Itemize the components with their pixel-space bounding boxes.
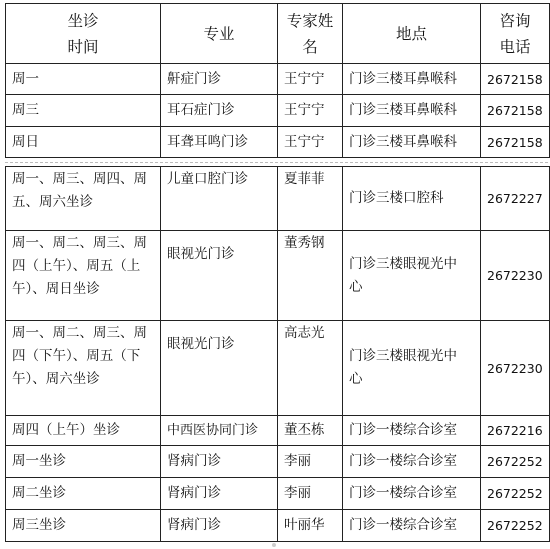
cell-specialty: 肾病门诊	[161, 478, 278, 510]
cell-doctor: 夏菲菲	[278, 167, 343, 231]
table-row	[6, 321, 550, 416]
cell-phone: 2672227	[481, 167, 550, 231]
cell-time: 周一	[6, 64, 161, 95]
cell-time: 周一坐诊	[6, 446, 161, 478]
cell-phone: 2672230	[481, 321, 550, 416]
cell-time: 周三坐诊	[6, 510, 161, 542]
table-row	[6, 478, 550, 510]
cell-phone: 2672158	[481, 64, 550, 95]
cell-specialty: 耳聋耳鸣门诊	[161, 127, 278, 158]
cell-time: 周一、周三、周四、周 五、周六坐诊	[6, 167, 161, 231]
cell-location: 门诊一楼综合诊室	[343, 510, 481, 542]
cell-location: 门诊三楼耳鼻喉科	[343, 64, 481, 95]
cell-location: 门诊三楼耳鼻喉科	[343, 127, 481, 158]
cell-location: 门诊一楼综合诊室	[343, 446, 481, 478]
header-doctor: 专家姓 名	[278, 4, 343, 64]
table-row	[6, 64, 550, 95]
cell-specialty: 儿童口腔门诊	[161, 167, 278, 231]
cell-doctor: 董丕栋	[278, 416, 343, 446]
cell-phone: 2672216	[481, 416, 550, 446]
cell-specialty: 眼视光门诊	[161, 231, 278, 321]
cell-doctor: 王宁宁	[278, 127, 343, 158]
table-row	[6, 95, 550, 127]
cell-location: 门诊三楼耳鼻喉科	[343, 95, 481, 127]
page-marker-dot	[272, 543, 276, 547]
cell-phone: 2672252	[481, 510, 550, 542]
cell-specialty: 肾病门诊	[161, 446, 278, 478]
cell-doctor: 董秀钢	[278, 231, 343, 321]
cell-phone: 2672252	[481, 478, 550, 510]
cell-specialty: 耳石症门诊	[161, 95, 278, 127]
table-row	[6, 231, 550, 321]
cell-doctor: 高志光	[278, 321, 343, 416]
schedule-table-ent	[5, 3, 550, 158]
cell-time: 周一、周二、周三、周 四（上午）、周五（上 午）、周日坐诊	[6, 231, 161, 321]
cell-phone: 2672230	[481, 231, 550, 321]
cell-specialty: 中西医协同门诊	[161, 416, 278, 446]
schedule-table-specialty	[5, 166, 550, 542]
cell-specialty: 眼视光门诊	[161, 321, 278, 416]
cell-time: 周一、周二、周三、周 四（下午）、周五（下 午）、周六坐诊	[6, 321, 161, 416]
cell-location: 门诊三楼口腔科	[343, 167, 481, 231]
cell-time: 周三	[6, 95, 161, 127]
cell-phone: 2672252	[481, 446, 550, 478]
cell-location: 门诊一楼综合诊室	[343, 478, 481, 510]
header-time: 坐诊 时间	[6, 4, 161, 64]
cell-time: 周四（上午）坐诊	[6, 416, 161, 446]
table-row	[6, 510, 550, 542]
header-specialty: 专业	[161, 4, 278, 64]
cell-doctor: 王宁宁	[278, 64, 343, 95]
cell-doctor: 叶丽华	[278, 510, 343, 542]
cell-specialty: 肾病门诊	[161, 510, 278, 542]
cell-specialty: 鼾症门诊	[161, 64, 278, 95]
cell-doctor: 李丽	[278, 478, 343, 510]
cell-doctor: 李丽	[278, 446, 343, 478]
table-row	[6, 446, 550, 478]
table-row	[6, 416, 550, 446]
cell-phone: 2672158	[481, 95, 550, 127]
cell-doctor: 王宁宁	[278, 95, 343, 127]
header-row	[6, 4, 550, 64]
table-row	[6, 127, 550, 158]
cell-time: 周二坐诊	[6, 478, 161, 510]
section-divider	[5, 162, 548, 163]
header-phone: 咨询 电话	[481, 4, 550, 64]
cell-time: 周日	[6, 127, 161, 158]
cell-location: 门诊一楼综合诊室	[343, 416, 481, 446]
cell-location: 门诊三楼眼视光中 心	[343, 231, 481, 321]
table-row	[6, 167, 550, 231]
cell-location: 门诊三楼眼视光中 心	[343, 321, 481, 416]
header-location: 地点	[343, 4, 481, 64]
cell-phone: 2672158	[481, 127, 550, 158]
